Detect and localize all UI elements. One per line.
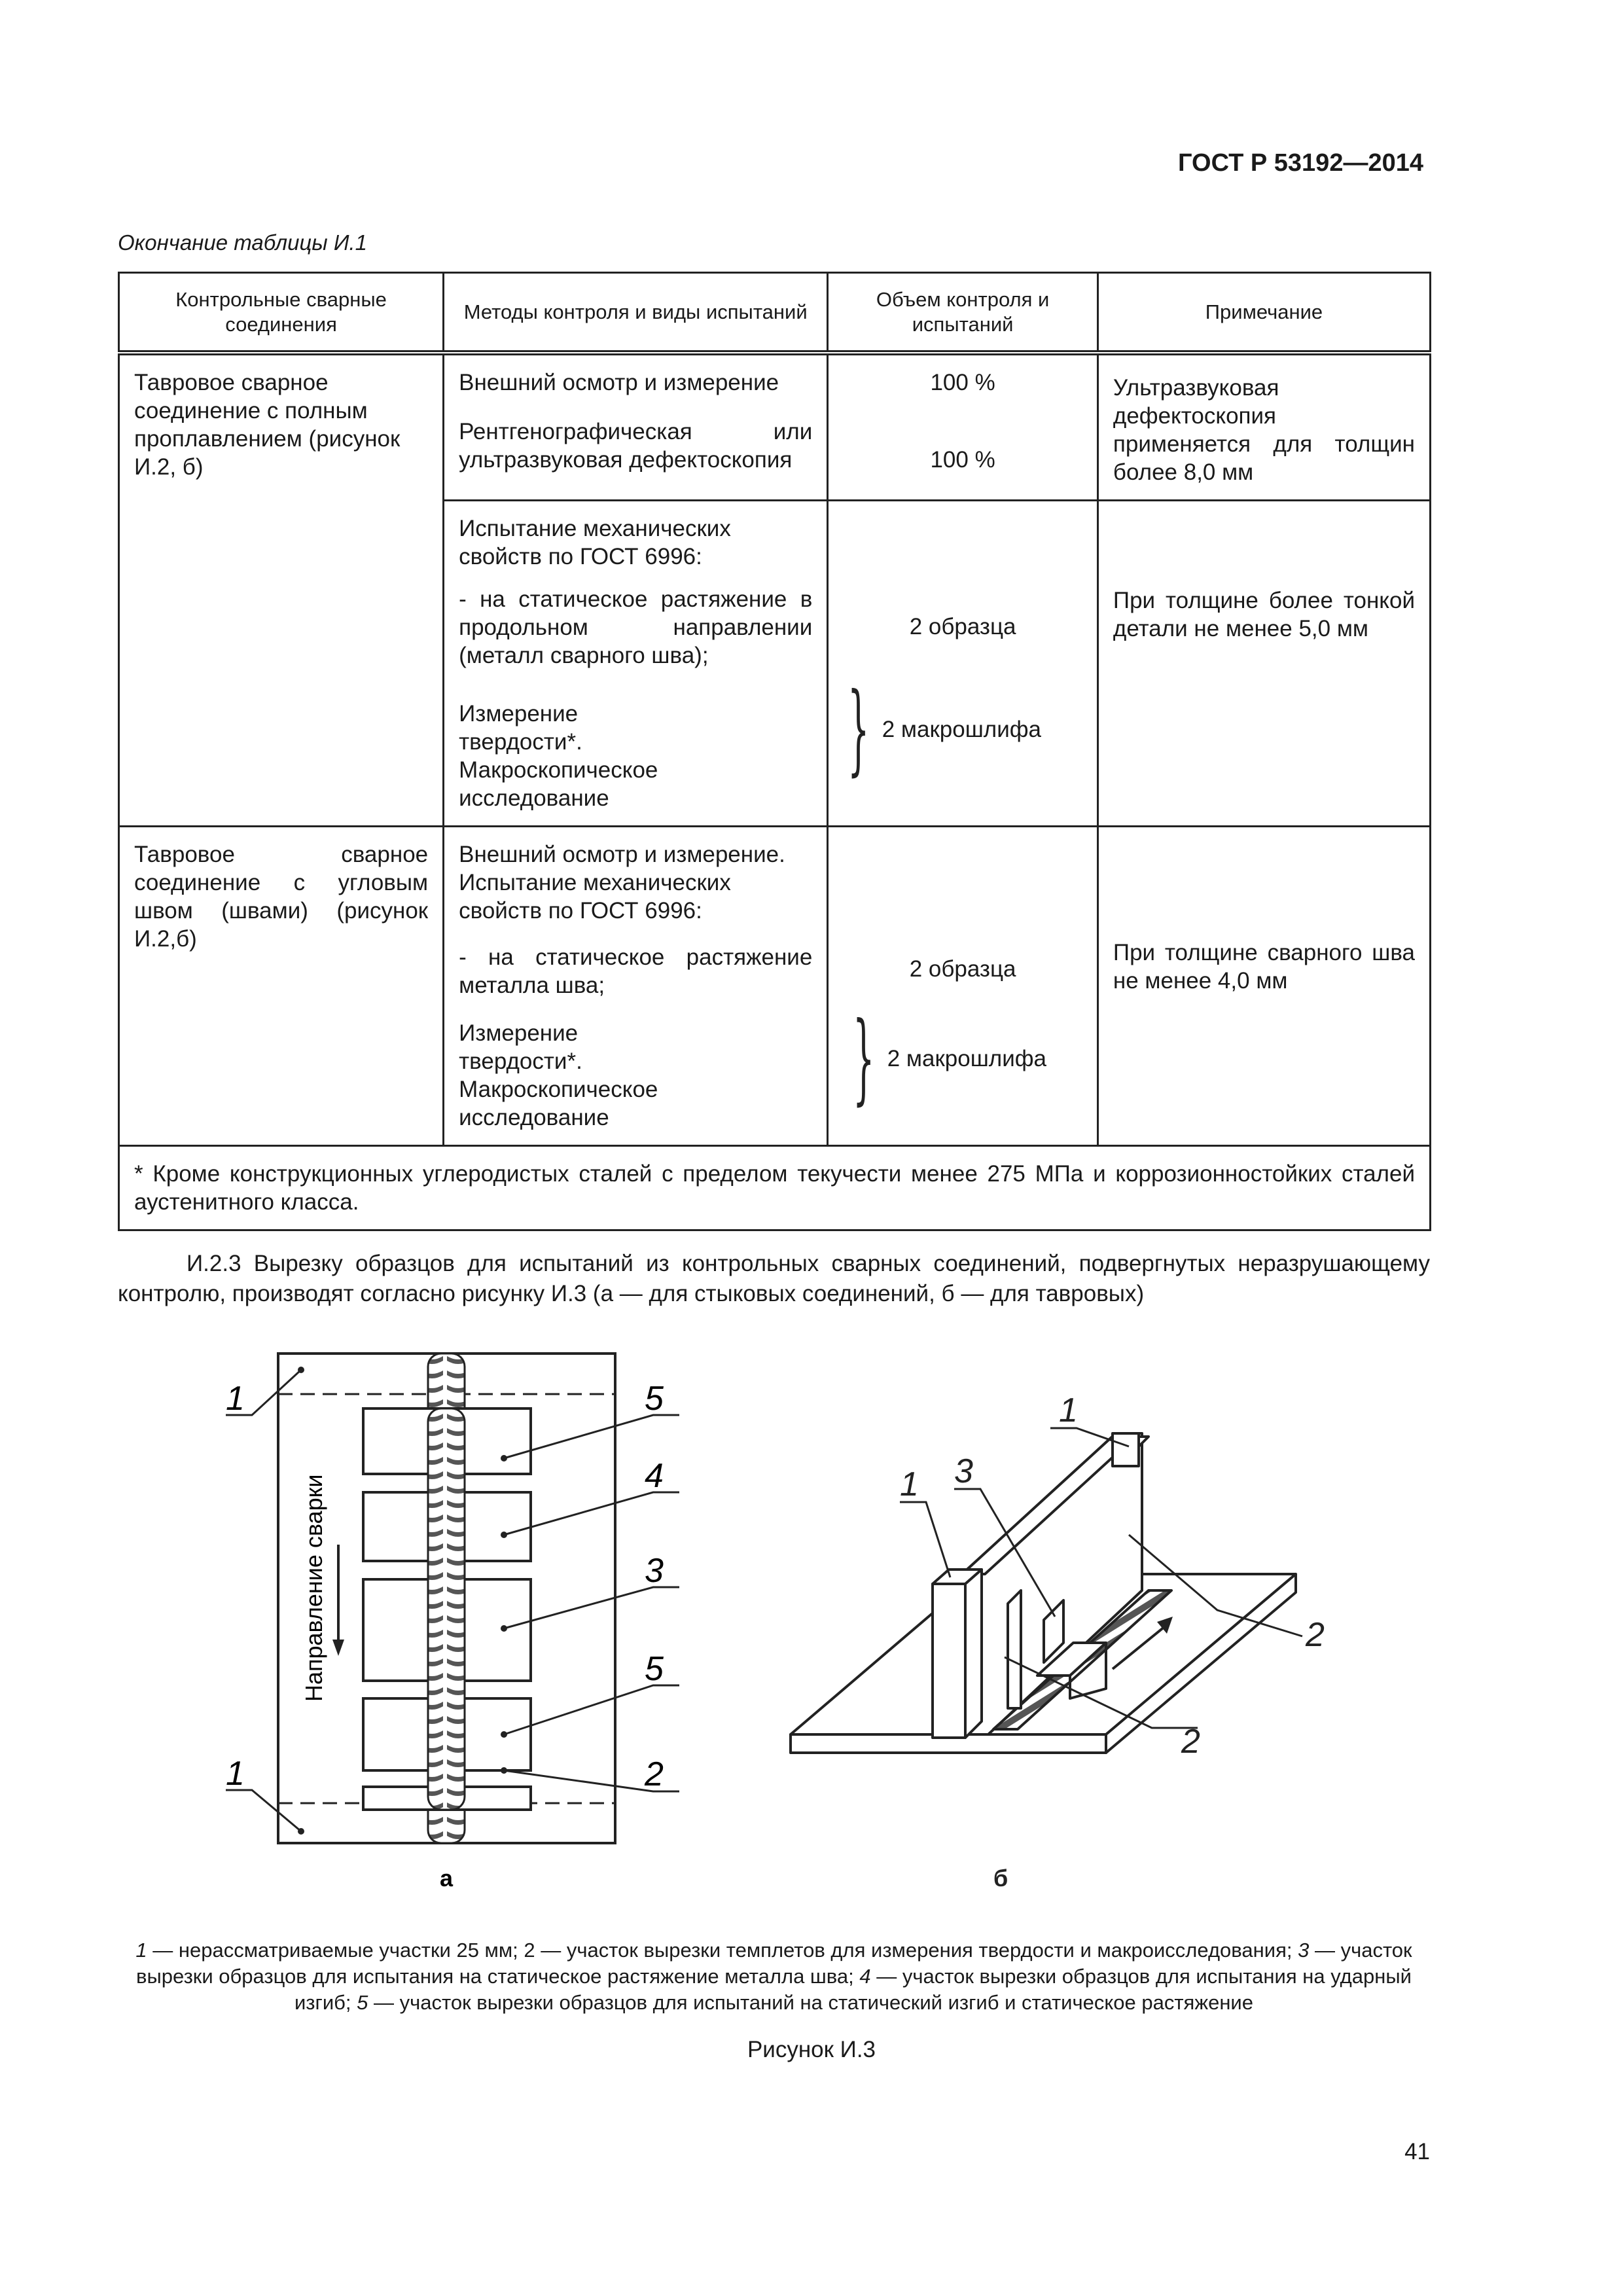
callout-label: 1 — [226, 1755, 245, 1793]
weld-seam-overlay — [428, 1408, 465, 1810]
volume-value: 100 % — [930, 370, 995, 395]
legend-text: — участок вырезки образцов для испытаний на статический изгиб и статическое растяжение — [368, 1991, 1253, 2014]
figure-a-sublabel: а — [440, 1865, 454, 1892]
arrow-head-icon — [332, 1640, 344, 1656]
callout-label: 2 — [1306, 1616, 1325, 1654]
table-caption: Окончание таблицы И.1 — [118, 230, 367, 255]
method-text: - на статическое растяжение в продольном направлении (металл сварного шва); — [459, 586, 813, 668]
sample-3 — [1008, 1590, 1021, 1708]
figure-b — [791, 1433, 1296, 1753]
legend-text: — нерассматриваемые участки 25 мм; 2 — участок вырезки темплетов для измерения твердости и макроисследования; — [147, 1939, 1298, 1962]
connection-cell: Тавровое сварное соединение с угловым швом (швами) (рисунок И.2,б) — [119, 827, 444, 1146]
standard-code: ГОСТ Р 53192—2014 — [1178, 149, 1423, 177]
connection-cell: Тавровое сварное соединение с полным проплавлением (рисунок И.2, б) — [119, 353, 444, 827]
volume-value: 2 макрошлифа — [882, 716, 1042, 742]
method-text: Испытание механических свойств по ГОСТ 6996: — [459, 516, 731, 569]
callout-label: 5 — [645, 1380, 664, 1418]
method-text: Измерение твердости*. Макроскопическое исследование — [459, 1020, 658, 1130]
method-text: Внешний осмотр и измерение. Испытание механических свойств по ГОСТ 6996: — [459, 842, 785, 924]
figure-title: Рисунок И.3 — [747, 2037, 876, 2062]
callout-label: 1 — [226, 1380, 245, 1418]
figure-b-sublabel: б — [993, 1865, 1008, 1892]
note-cell: При толщине более тонкой детали не менее 5,0 мм — [1097, 501, 1430, 827]
method-text: Внешний осмотр и измерение — [459, 370, 779, 395]
header-note: Примечание — [1097, 273, 1430, 353]
callout-label: 3 — [954, 1452, 973, 1490]
brace-icon: } — [853, 1001, 875, 1115]
legend-key: 5 — [357, 1991, 368, 2014]
legend-key: 1 — [135, 1939, 147, 1962]
callout-label: 3 — [645, 1552, 664, 1590]
volume-value: 2 образца — [909, 956, 1016, 982]
method-text: Измерение твердости*. Макроскопическое исследование — [459, 701, 658, 811]
callout-label: 5 — [645, 1650, 664, 1688]
legend-text: — участок вырезки образцов для испытания на ударный изгиб; — [294, 1965, 1412, 2014]
callout-label: 2 — [645, 1755, 664, 1793]
header-volume: Объем контроля и испытаний — [828, 273, 1098, 353]
volume-value: 100 % — [930, 447, 995, 473]
note-cell: При толщине сварного шва не менее 4,0 мм — [1097, 827, 1430, 1146]
header-methods: Методы контроля и виды испытаний — [444, 273, 828, 353]
callout-label: 1 — [900, 1465, 919, 1503]
legend-key: 3 — [1298, 1939, 1310, 1962]
paragraph-text: И.2.3 Вырезку образцов для испытаний из контрольных сварных соединений, подвергнутых неразрушающему контролю, производят согласно рисунку И.3 (а — для стыковых соединений, б — для тавровых) — [118, 1251, 1430, 1306]
volume-value: 2 макрошлифа — [887, 1045, 1047, 1071]
method-text: Рентгенографическая или ультразвуковая дефектоскопия — [459, 419, 813, 473]
end-block — [933, 1584, 965, 1738]
note-cell: Ультразвуковая дефектоскопия применяется для толщин более 8,0 мм — [1097, 353, 1430, 501]
callout-label: 4 — [645, 1457, 664, 1495]
figure-a — [226, 1354, 679, 1892]
figure-legend — [115, 1937, 1433, 2016]
volume-value: 2 образца — [909, 614, 1016, 639]
page-number: 41 — [1404, 2139, 1430, 2164]
table-footnote: * Кроме конструкционных углеродистых сталей с пределом текучести менее 275 МПа и коррозионностойких сталей аустенитного класса. — [119, 1146, 1431, 1230]
callout-label: 1 — [1059, 1391, 1078, 1429]
header-connections: Контрольные сварные соединения — [119, 273, 444, 353]
brace-icon: } — [847, 672, 870, 786]
callout-label: 2 — [1181, 1723, 1200, 1761]
legend-text: — участок вырезки образцов для испытания на статическое растяжение металла шва; — [136, 1939, 1412, 1988]
direction-label: Направление сварки — [300, 1474, 327, 1702]
legend-key: 4 — [859, 1965, 871, 1988]
method-text: - на статическое растяжение металла шва; — [459, 944, 813, 998]
